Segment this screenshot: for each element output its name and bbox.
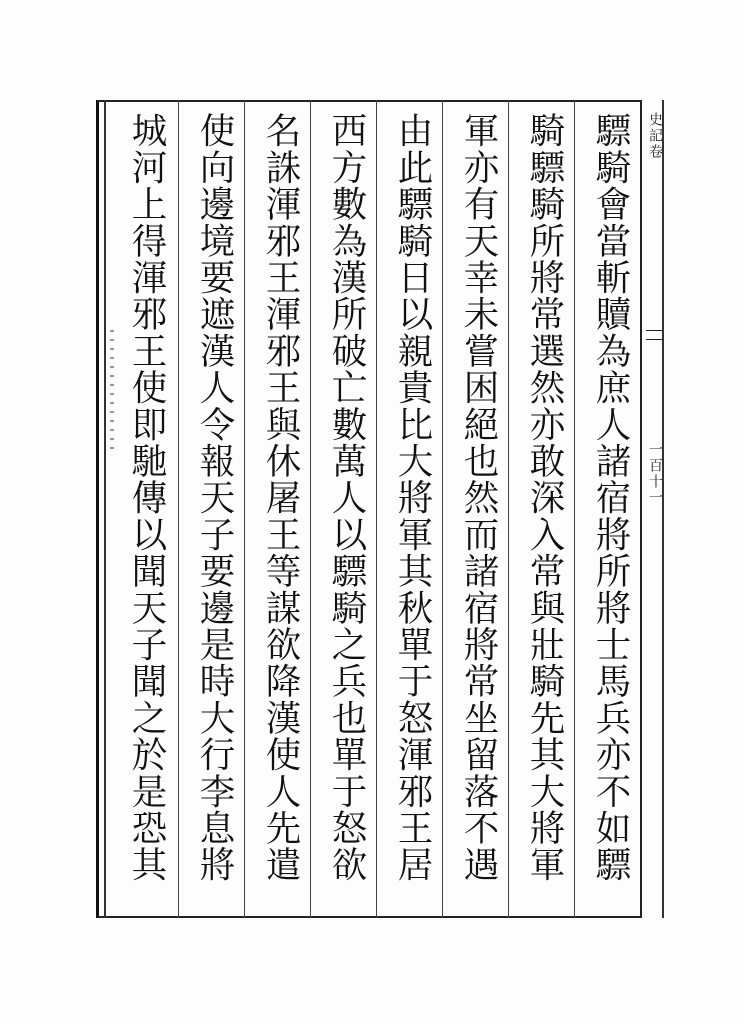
text-column-5: 西方數為漢所破亡數萬人以驃騎之兵也單于怒欲 xyxy=(326,112,367,883)
column-divider xyxy=(244,100,245,918)
column-divider xyxy=(310,100,311,918)
column-divider xyxy=(178,100,179,918)
margin-strip xyxy=(642,100,664,918)
frame-inner-line xyxy=(104,100,106,918)
text-column-6: 名誅渾邪王渾邪王與休屠王等謀欲降漢使人先遣 xyxy=(260,112,301,883)
text-column-4: 由此驃騎日以親貴比大將軍其秋單于怒渾邪王居 xyxy=(392,112,433,883)
text-column-1: 驃騎會當斬贖為庶人諸宿將所將士馬兵亦不如驃 xyxy=(590,112,631,883)
text-column-2: 騎驃騎所將常選然亦敢深入常與壯騎先其大將軍 xyxy=(524,112,565,883)
column-divider xyxy=(574,100,575,918)
text-column-3: 軍亦有天幸未嘗困絕也然而諸宿將常坐留落不遇 xyxy=(458,112,499,883)
text-column-8: 城河上得渾邪王使即馳傳以聞天子聞之於是恐其 xyxy=(126,112,167,883)
margin-specks xyxy=(110,330,114,450)
column-divider xyxy=(442,100,443,918)
margin-chapter: 一百十一 xyxy=(647,442,663,506)
column-divider xyxy=(376,100,377,918)
margin-title: 史記卷 xyxy=(647,112,663,160)
text-column-7: 使向邊境要遮漢人令報天子要邊是時大行李息將 xyxy=(194,112,235,883)
column-divider xyxy=(508,100,509,918)
fishtail-mark xyxy=(646,330,662,340)
